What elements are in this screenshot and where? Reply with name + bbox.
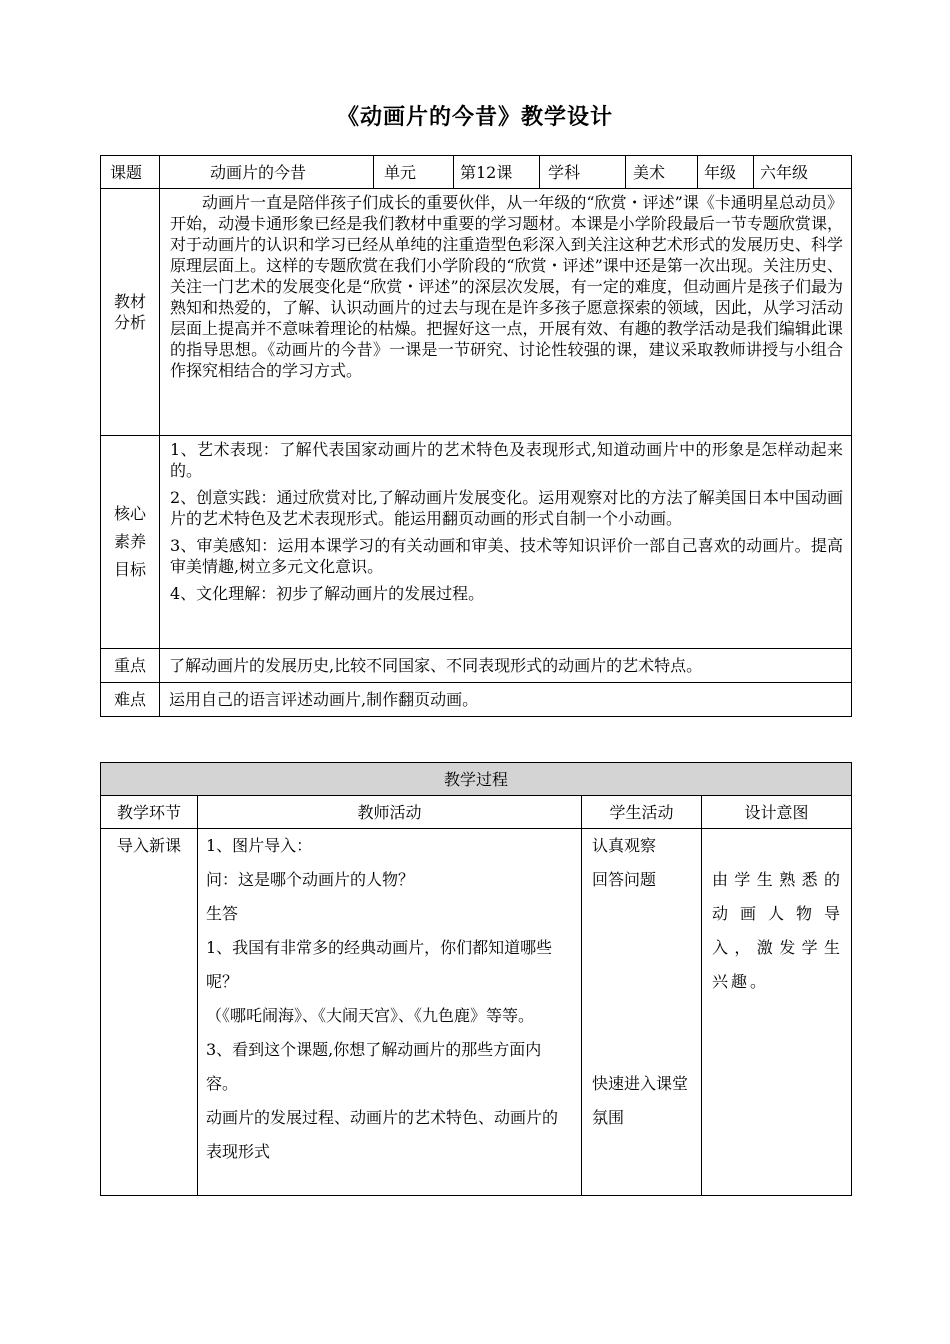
student-activity	[582, 829, 702, 1196]
key-point-row	[101, 649, 852, 683]
student-line: 回答问题	[592, 870, 657, 889]
section-name: 导入新课	[101, 829, 198, 1196]
header-teacher: 教师活动	[198, 796, 582, 829]
teacher-line: 问：这是哪个动画片的人物？	[206, 870, 415, 889]
grade-label: 年级	[698, 156, 754, 189]
difficult-point-row	[101, 683, 852, 717]
goals-label	[101, 436, 160, 649]
design-intent	[702, 829, 852, 1196]
teacher-line: 1、图片导入：	[206, 836, 313, 855]
goal-item: 3、审美感知：运用本课学习的有关动画和审美、技术等知识评价一部自己喜欢的动画片。提高审美情趣,树立多元文化意识。	[170, 536, 843, 576]
student-line: 认真观察	[592, 836, 657, 855]
subject-label: 学科	[540, 156, 626, 189]
student-line: 快速进入课堂氛围	[592, 1074, 689, 1127]
teaching-process-table	[100, 762, 852, 1196]
process-title-row	[101, 763, 852, 796]
analysis-text: 动画片一直是陪伴孩子们成长的重要伙伴，从一年级的“欣赏・评述”课《卡通明星总动员》开始，动漫卡通形象已经是我们教材中重要的学习题材。本课是小学阶段最后一节专题欣赏课，对于动画片的认识和学习已经从单纯的注重造型色彩深入到关注这种艺术形式的发展历史、科学原理层面上。这样的专题欣赏在我们小学阶段的“欣赏・评述”课中还是第一次出现。关注历史、关注一门艺术的发展变化是“欣赏・评述”的深层次发展，有一定的难度，但动画片是孩子们最为熟知和热爱的，了解、认识动画片的过去与现在是许多孩子愿意探索的领域，因此，从学习活动层面上提高并不意味着理论的枯燥。把握好这一点，开展有效、有趣的教学活动是我们编辑此课的指导思想。《动画片的今昔》一课是一节研究、讨论性较强的课，建议采取教师讲授与小组合作探究相结合的学习方式。	[160, 189, 852, 436]
unit-label: 单元	[374, 156, 454, 189]
grade-value: 六年级	[754, 156, 852, 189]
process-row	[101, 829, 852, 1196]
goal-item: 2、创意实践：通过欣赏对比,了解动画片发展变化。运用观察对比的方法了解美国日本中国动画片的艺术特色及艺术表现形式。能运用翻页动画的形式自制一个小动画。	[170, 488, 843, 528]
subject-value: 美术	[626, 156, 698, 189]
topic-value: 动画片的今昔	[160, 156, 374, 189]
analysis-label-line2: 分析	[113, 313, 146, 332]
key-point-label: 重点	[101, 649, 160, 683]
goals-label-line2: 素养	[113, 532, 146, 551]
teacher-line: 3、看到这个课题,你想了解动画片的那些方面内容。	[206, 1040, 542, 1093]
teacher-activity	[198, 829, 582, 1196]
teacher-line: 动画片的发展过程、动画片的艺术特色、动画片的表现形式	[206, 1108, 559, 1161]
topic-label: 课题	[101, 156, 160, 189]
teacher-line: 1、我国有非常多的经典动画片，你们都知道哪些呢？	[206, 938, 553, 991]
process-title: 教学过程	[101, 763, 852, 796]
goals-list	[160, 436, 852, 649]
difficult-point-label: 难点	[101, 683, 160, 717]
difficult-point-text: 运用自己的语言评述动画片,制作翻页动画。	[160, 683, 852, 717]
lesson-info-table	[100, 155, 852, 717]
goal-item: 4、文化理解：初步了解动画片的发展过程。	[170, 584, 485, 603]
goals-row	[101, 436, 852, 649]
analysis-label-line1: 教材	[113, 292, 146, 311]
goals-label-line1: 核心	[113, 504, 146, 523]
header-intent: 设计意图	[702, 796, 852, 829]
process-header-row	[101, 796, 852, 829]
header-student: 学生活动	[582, 796, 702, 829]
analysis-row	[101, 189, 852, 436]
intent-text: 由学生熟悉的动画人物导入，激发学生兴趣。	[712, 870, 844, 991]
teacher-line: 生答	[206, 904, 239, 923]
info-row	[101, 156, 852, 189]
unit-value: 第12课	[454, 156, 540, 189]
header-section: 教学环节	[101, 796, 198, 829]
document-title: 《动画片的今昔》教学设计	[336, 104, 613, 130]
key-point-text: 了解动画片的发展历史,比较不同国家、不同表现形式的动画片的艺术特点。	[160, 649, 852, 683]
goals-label-line3: 目标	[113, 560, 146, 579]
teacher-line: （《哪吒闹海》、《大闹天宫》、《九色鹿》等等。	[206, 1006, 535, 1025]
analysis-label	[101, 189, 160, 436]
goal-item: 1、艺术表现：了解代表国家动画片的艺术特色及表现形式,知道动画片中的形象是怎样动起来的。	[170, 440, 843, 480]
